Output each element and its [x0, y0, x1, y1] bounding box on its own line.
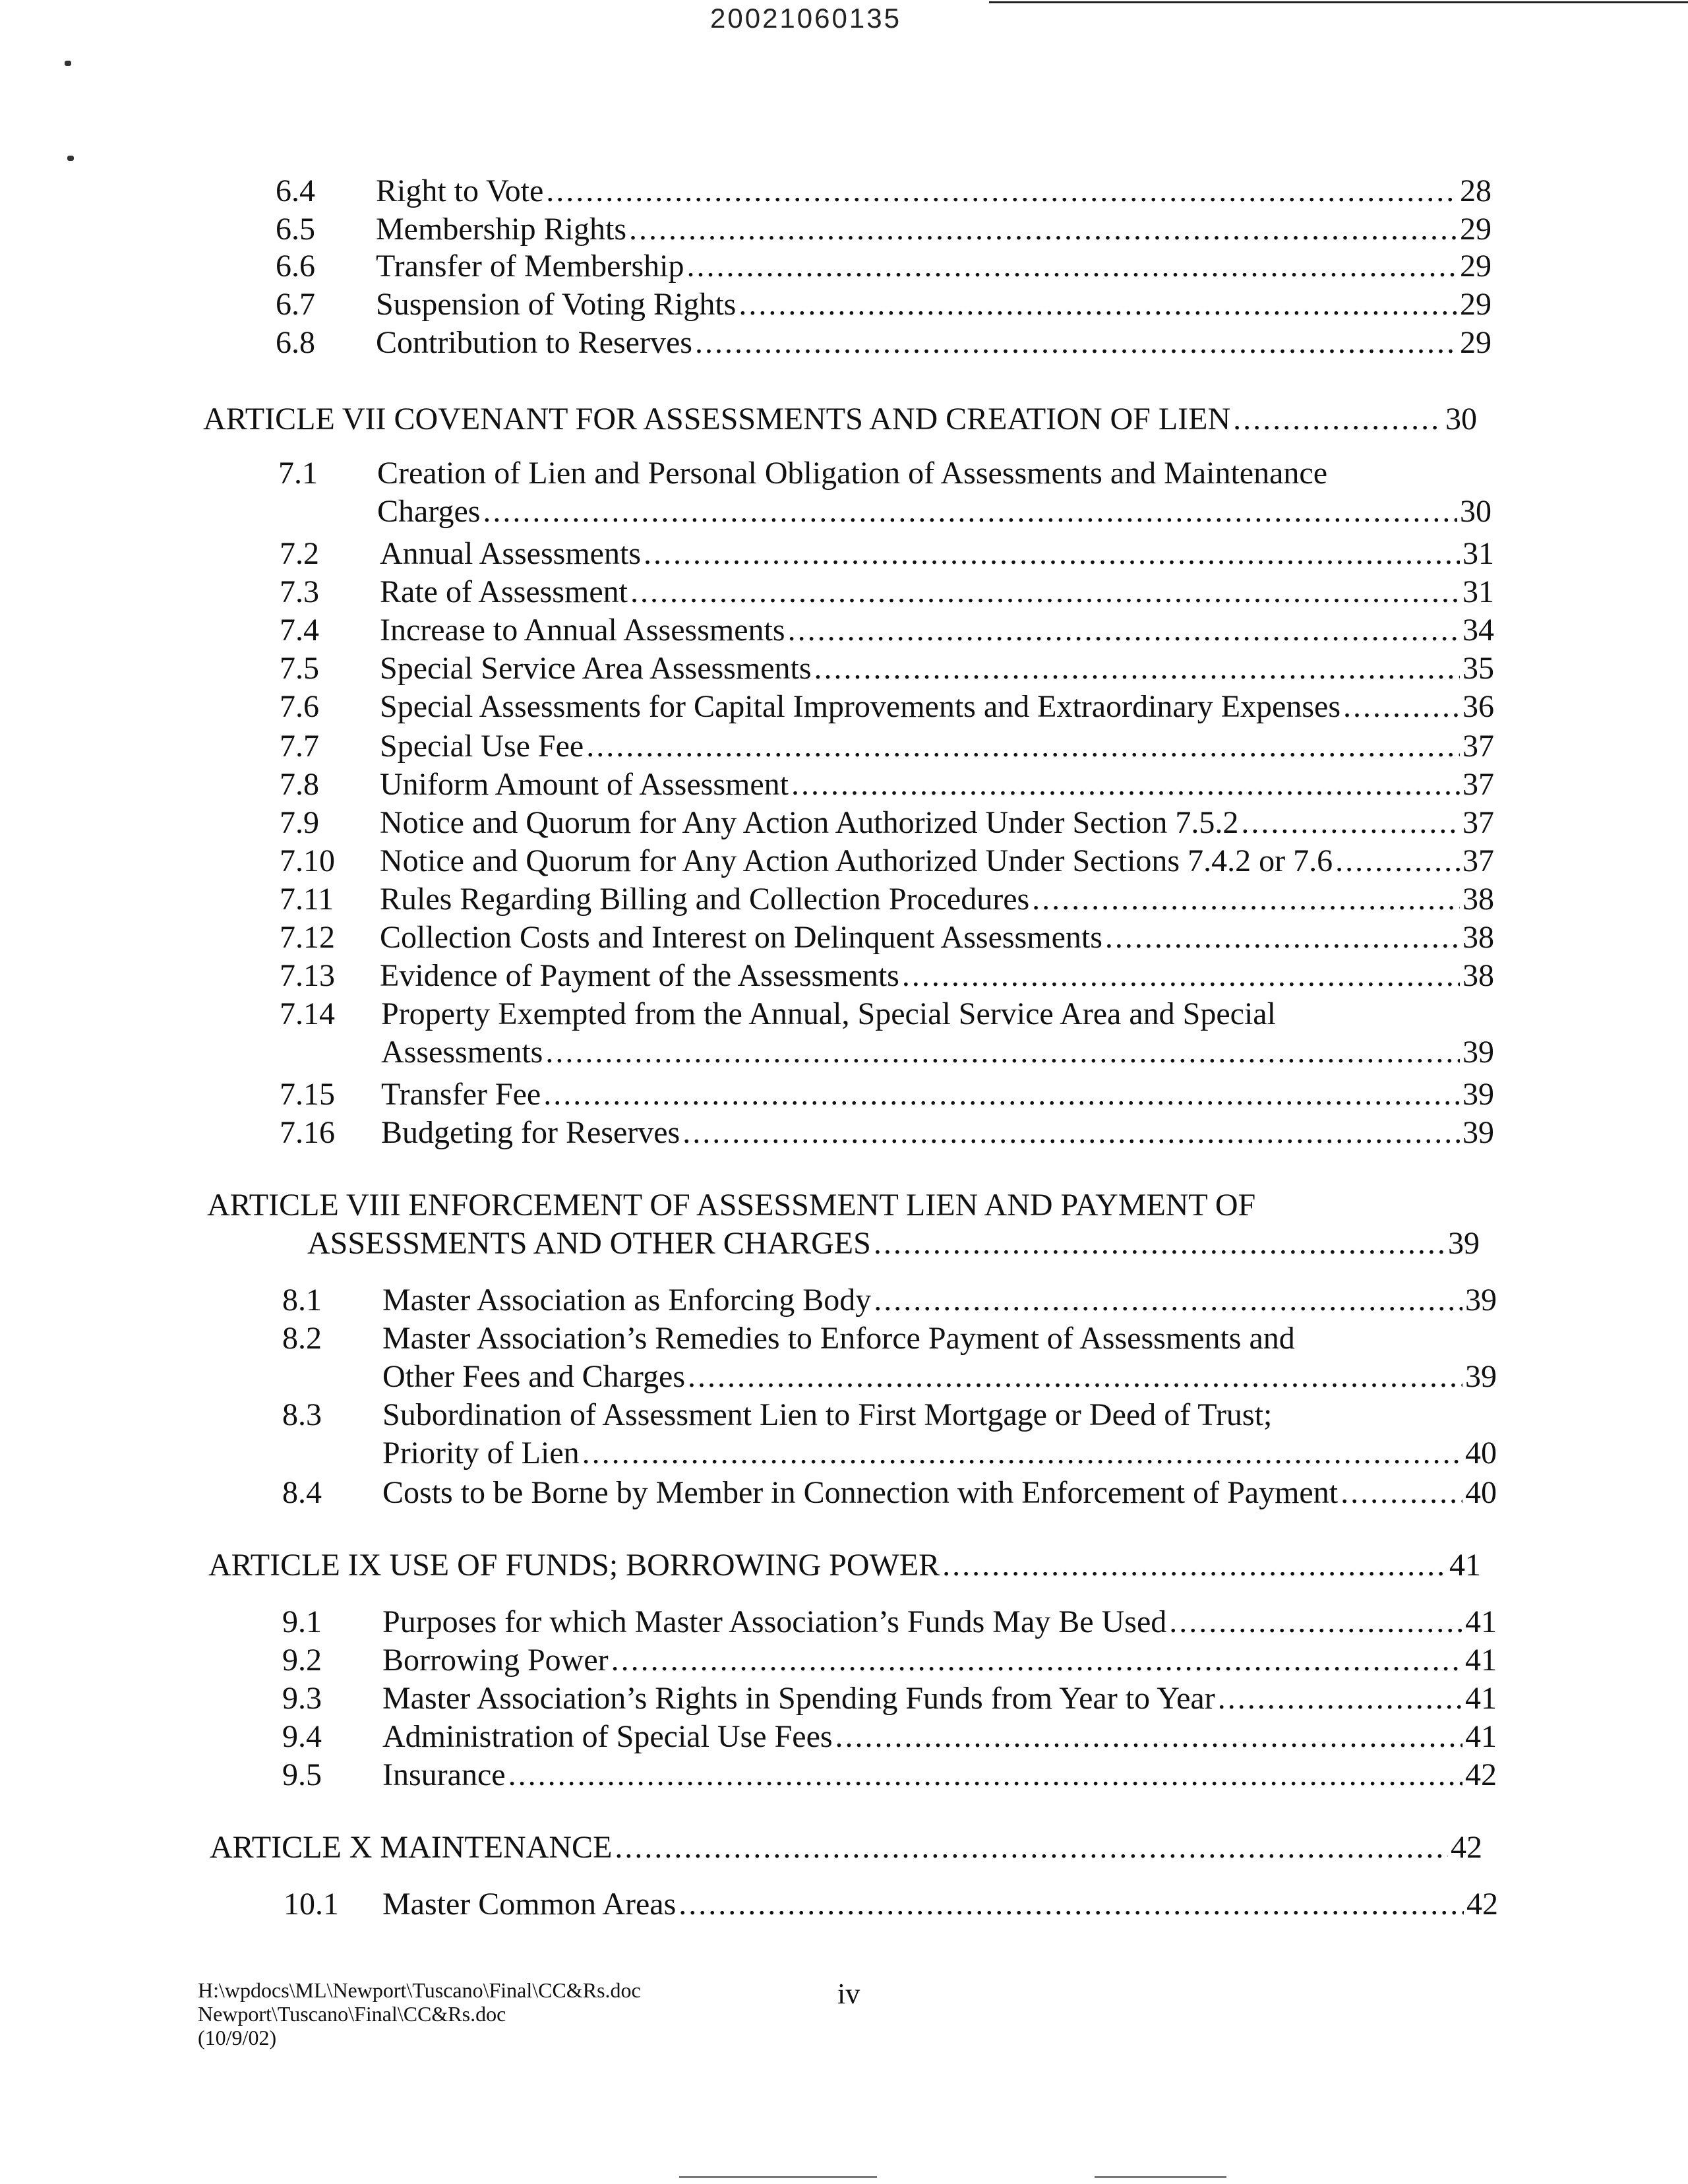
toc-entry-number: 7.3	[280, 574, 319, 609]
article-title: ARTICLE IX USE OF FUNDS; BORROWING POWER	[208, 1548, 940, 1583]
article-heading	[307, 1225, 1480, 1262]
toc-entry-page: 38	[1462, 882, 1494, 917]
toc-entry-page: 37	[1462, 843, 1494, 878]
toc-entry-title: Transfer of Membership	[376, 249, 684, 284]
toc-entry-title: Master Common Areas	[382, 1887, 677, 1922]
toc-entry	[280, 1076, 1494, 1113]
toc-entry-page: 36	[1462, 689, 1494, 724]
toc-entry-title: Notice and Quorum for Any Action Authorized Under Section 7.5.2	[380, 805, 1239, 840]
toc-entry	[282, 1718, 1497, 1755]
toc-entry	[280, 574, 1494, 611]
toc-entry-page: 29	[1460, 325, 1492, 360]
toc-entry-number: 9.1	[282, 1604, 322, 1639]
scan-artifact	[679, 2176, 877, 2178]
toc-entry-title-line2: Other Fees and Charges	[382, 1359, 685, 1394]
toc-entry-page: 41	[1465, 1719, 1497, 1754]
toc-entry-line	[382, 1282, 1497, 1319]
article-page: 41	[1449, 1548, 1481, 1583]
toc-entry-number: 6.4	[276, 173, 315, 208]
toc-entry-page: 29	[1460, 249, 1492, 284]
article-page: 39	[1448, 1226, 1480, 1261]
toc-entry-page: 39	[1462, 1115, 1494, 1150]
toc-entry	[276, 324, 1492, 361]
toc-entry	[280, 919, 1494, 956]
toc-entry-number: 7.10	[280, 843, 335, 878]
toc-entry-number: 7.14	[280, 996, 335, 1031]
toc-entry-number: 6.5	[276, 212, 315, 247]
dot-leader	[582, 1435, 1462, 1472]
toc-entry-page: 42	[1466, 1887, 1498, 1922]
dot-leader	[788, 612, 1460, 649]
toc-entry-line	[380, 535, 1494, 572]
toc-entry-line	[382, 1718, 1497, 1755]
article-heading-line	[203, 401, 1477, 438]
article-heading-line	[210, 1829, 1482, 1866]
dot-leader	[695, 324, 1457, 361]
dot-leader	[688, 1358, 1462, 1395]
article-heading	[208, 1547, 1481, 1584]
toc-entry	[282, 1642, 1497, 1679]
toc-entry-line	[382, 1886, 1498, 1923]
dot-leader	[835, 1718, 1462, 1755]
scan-artifact	[1095, 2176, 1226, 2178]
dot-leader	[874, 1282, 1462, 1319]
toc-entry-title: Transfer Fee	[381, 1077, 541, 1112]
toc-entry-page: 38	[1462, 958, 1494, 993]
toc-entry	[284, 1886, 1498, 1923]
footer-path-1: H:\wpdocs\ML\Newport\Tuscano\Final\CC&Rs.doc	[198, 1978, 641, 2002]
document-number: 20021060135	[710, 3, 901, 34]
toc-entry	[381, 1034, 1494, 1071]
toc-entry-title: Master Association as Enforcing Body	[382, 1283, 872, 1318]
toc-entry-line	[382, 1680, 1497, 1717]
toc-entry-line	[382, 1642, 1497, 1679]
toc-entry-line	[380, 766, 1494, 803]
dot-leader	[942, 1547, 1447, 1584]
toc-entry-line	[380, 919, 1494, 956]
toc-entry-number: 9.2	[282, 1643, 322, 1678]
toc-entry-title-line2: Priority of Lien	[382, 1436, 580, 1471]
toc-entry-number: 7.6	[280, 689, 319, 724]
toc-entry-number: 7.4	[280, 613, 319, 648]
dot-leader	[1233, 401, 1443, 438]
toc-entry-line	[381, 1034, 1494, 1071]
toc-entry-line	[382, 1358, 1497, 1395]
toc-entry-line	[382, 1435, 1497, 1472]
toc-entry-page: 39	[1465, 1283, 1497, 1318]
toc-entry	[276, 248, 1492, 285]
article-heading	[210, 1829, 1482, 1866]
dot-leader	[791, 766, 1460, 803]
toc-entry-number: 10.1	[284, 1887, 339, 1922]
toc-entry-page: 40	[1465, 1475, 1497, 1510]
dot-leader	[611, 1642, 1462, 1679]
toc-entry	[382, 1435, 1497, 1472]
toc-entry-page: 35	[1462, 651, 1494, 686]
dot-leader	[1343, 688, 1460, 725]
toc-entry	[280, 688, 1494, 725]
toc-entry-line	[380, 957, 1494, 994]
toc-entry	[282, 1604, 1497, 1641]
toc-entry-number: 7.15	[280, 1077, 335, 1112]
toc-entry	[280, 766, 1494, 803]
dot-leader	[1105, 919, 1460, 956]
toc-entry	[276, 173, 1492, 210]
toc-entry-number: 7.7	[280, 729, 319, 764]
toc-entry-title: Membership Rights	[376, 212, 626, 247]
toc-entry-line	[382, 1757, 1497, 1794]
footer-file-info	[198, 1978, 641, 2049]
dot-leader	[874, 1225, 1445, 1262]
toc-entry-title-line2: Assessments	[381, 1035, 543, 1070]
toc-entry-title: Right to Vote	[376, 173, 544, 208]
article-title: ASSESSMENTS AND OTHER CHARGES	[307, 1226, 871, 1261]
toc-entry-line	[376, 248, 1492, 285]
dot-leader	[738, 286, 1457, 323]
dot-leader	[508, 1757, 1462, 1794]
toc-entry-number: 7.8	[280, 767, 319, 802]
toc-entry-title: Annual Assessments	[380, 536, 641, 571]
footer-path-2: Newport\Tuscano\Final\CC&Rs.doc	[198, 2002, 506, 2026]
dot-leader	[543, 1076, 1460, 1113]
toc-entry-line	[382, 1474, 1497, 1511]
toc-entry-number: 8.2	[282, 1321, 322, 1356]
toc-entry	[282, 1282, 1497, 1319]
dot-leader	[1335, 843, 1460, 880]
toc-entry-number: 6.7	[276, 287, 315, 322]
toc-entry-title-line1: Subordination of Assessment Lien to First Mortgage or Deed of Trust;	[382, 1397, 1273, 1432]
dot-leader	[686, 248, 1457, 285]
article-page: 30	[1445, 402, 1477, 437]
toc-entry-title: Notice and Quorum for Any Action Authorized Under Sections 7.4.2 or 7.6	[380, 843, 1333, 878]
toc-entry	[280, 804, 1494, 841]
article-title-line1: ARTICLE VIII ENFORCEMENT OF ASSESSMENT LIEN AND PAYMENT OF	[207, 1188, 1256, 1223]
dot-leader	[682, 1114, 1460, 1151]
toc-entry-line	[380, 688, 1494, 725]
dot-leader	[1032, 881, 1460, 918]
toc-entry-line	[376, 173, 1492, 210]
article-heading	[203, 401, 1477, 438]
toc-entry-line	[380, 728, 1494, 765]
toc-entry-title: Purposes for which Master Association’s Funds May Be Used	[382, 1604, 1167, 1639]
dot-leader	[902, 957, 1460, 994]
toc-entry-page: 28	[1460, 173, 1492, 208]
dot-leader	[629, 211, 1457, 248]
toc-entry	[276, 286, 1492, 323]
dot-leader	[1218, 1680, 1462, 1717]
toc-entry	[382, 1358, 1497, 1395]
toc-entry-page: 41	[1465, 1643, 1497, 1678]
toc-entry	[280, 650, 1494, 687]
toc-entry	[280, 728, 1494, 765]
toc-entry-page: 31	[1462, 574, 1494, 609]
toc-entry-title: Special Use Fee	[380, 729, 584, 764]
toc-entry-title: Evidence of Payment of the Assessments	[380, 958, 899, 993]
toc-entry-title: Rules Regarding Billing and Collection Procedures	[380, 882, 1030, 917]
toc-entry-page: 39	[1462, 1035, 1494, 1070]
toc-entry-line	[376, 211, 1492, 248]
toc-entry-title: Rate of Assessment	[380, 574, 628, 609]
toc-entry-number: 8.4	[282, 1475, 322, 1510]
toc-entry-line	[380, 650, 1494, 687]
toc-entry-page: 37	[1462, 729, 1494, 764]
toc-entry	[280, 1114, 1494, 1151]
toc-entry-title-line1: Property Exempted from the Annual, Special Service Area and Special	[381, 996, 1276, 1031]
article-heading-line	[208, 1547, 1481, 1584]
toc-entry	[280, 535, 1494, 572]
dot-leader	[644, 535, 1460, 572]
toc-entry-line	[377, 493, 1492, 530]
dot-leader	[1169, 1604, 1462, 1641]
toc-entry-title: Budgeting for Reserves	[381, 1115, 680, 1150]
toc-entry-line	[380, 612, 1494, 649]
toc-entry-page: 29	[1460, 212, 1492, 247]
toc-entry-page: 30	[1460, 494, 1492, 529]
toc-entry	[280, 843, 1494, 880]
toc-entry-number: 9.3	[282, 1681, 322, 1716]
scan-speck	[65, 61, 71, 66]
toc-entry-title-line1: Master Association’s Remedies to Enforce Payment of Assessments and	[382, 1321, 1295, 1356]
toc-entry-title: Special Service Area Assessments	[380, 651, 812, 686]
dot-leader	[615, 1829, 1448, 1866]
toc-entry-line	[376, 324, 1492, 361]
toc-entry	[282, 1757, 1497, 1794]
toc-entry-title-line2: Charges	[377, 494, 481, 529]
toc-entry-number: 7.16	[280, 1115, 335, 1150]
toc-entry-title: Collection Costs and Interest on Delinquent Assessments	[380, 920, 1102, 955]
toc-entry-title: Master Association’s Rights in Spending Funds from Year to Year	[382, 1681, 1215, 1716]
toc-entry-line	[376, 286, 1492, 323]
toc-entry-number: 7.2	[280, 536, 319, 571]
toc-entry-title: Administration of Special Use Fees	[382, 1719, 833, 1754]
toc-entry-title: Increase to Annual Assessments	[380, 613, 785, 648]
toc-entry-number: 8.3	[282, 1397, 322, 1432]
toc-entry	[276, 211, 1492, 248]
toc-entry-page: 39	[1462, 1077, 1494, 1112]
toc-entry-line	[382, 1604, 1497, 1641]
toc-entry-title: Special Assessments for Capital Improvements and Extraordinary Expenses	[380, 689, 1341, 724]
toc-entry-number: 6.6	[276, 249, 315, 284]
toc-entry-number: 7.11	[280, 882, 334, 917]
dot-leader	[1241, 804, 1460, 841]
toc-entry-page: 31	[1462, 536, 1494, 571]
toc-entry-title: Uniform Amount of Assessment	[380, 767, 789, 802]
toc-entry-page: 34	[1462, 613, 1494, 648]
toc-entry-title: Insurance	[382, 1757, 506, 1792]
toc-entry-line	[380, 574, 1494, 611]
toc-entry-line	[380, 881, 1494, 918]
toc-entry-number: 7.13	[280, 958, 335, 993]
toc-entry-number: 7.9	[280, 805, 319, 840]
toc-entry-number: 8.1	[282, 1283, 322, 1318]
toc-entry	[282, 1680, 1497, 1717]
toc-entry-line	[380, 843, 1494, 880]
toc-entry	[377, 493, 1492, 530]
toc-entry-line	[381, 1114, 1494, 1151]
toc-entry-page: 41	[1465, 1681, 1497, 1716]
dot-leader	[586, 728, 1460, 765]
toc-entry-number: 9.5	[282, 1757, 322, 1792]
toc-entry	[282, 1474, 1497, 1511]
toc-entry-title: Costs to be Borne by Member in Connection with Enforcement of Payment	[382, 1475, 1339, 1510]
footer-date: (10/9/02)	[198, 2026, 277, 2049]
toc-entry-title: Borrowing Power	[382, 1643, 609, 1678]
toc-entry-number: 7.12	[280, 920, 335, 955]
dot-leader	[545, 1034, 1460, 1071]
toc-entry-line	[381, 1076, 1494, 1113]
toc-entry-title: Suspension of Voting Rights	[376, 287, 737, 322]
toc-entry	[280, 957, 1494, 994]
article-title: ARTICLE X MAINTENANCE	[210, 1830, 613, 1865]
toc-entry-page: 37	[1462, 805, 1494, 840]
toc-entry-number: 7.1	[278, 456, 318, 491]
toc-entry	[280, 881, 1494, 918]
toc-entry-title: Contribution to Reserves	[376, 325, 692, 360]
toc-entry	[280, 612, 1494, 649]
article-heading-line	[307, 1225, 1480, 1262]
toc-entry-line	[380, 804, 1494, 841]
dot-leader	[546, 173, 1457, 210]
toc-entry-page: 39	[1465, 1359, 1497, 1394]
dot-leader	[814, 650, 1460, 687]
toc-entry-page: 41	[1465, 1604, 1497, 1639]
dot-leader	[678, 1886, 1464, 1923]
dot-leader	[630, 574, 1460, 611]
dot-leader	[1341, 1474, 1462, 1511]
scan-speck	[67, 156, 74, 161]
toc-entry-page: 40	[1465, 1436, 1497, 1471]
toc-entry-page: 38	[1462, 920, 1494, 955]
toc-entry-title-line1: Creation of Lien and Personal Obligation of Assessments and Maintenance	[377, 456, 1328, 491]
article-title: ARTICLE VII COVENANT FOR ASSESSMENTS AND CREATION OF LIEN	[203, 402, 1231, 437]
toc-entry-page: 42	[1465, 1757, 1497, 1792]
top-rule	[989, 1, 1688, 3]
toc-entry-number: 6.8	[276, 325, 315, 360]
toc-entry-page: 37	[1462, 767, 1494, 802]
article-page: 42	[1451, 1830, 1482, 1865]
dot-leader	[483, 493, 1457, 530]
toc-entry-number: 9.4	[282, 1719, 322, 1754]
toc-entry-number: 7.5	[280, 651, 319, 686]
toc-entry-page: 29	[1460, 287, 1492, 322]
page-number: iv	[837, 1978, 860, 2010]
